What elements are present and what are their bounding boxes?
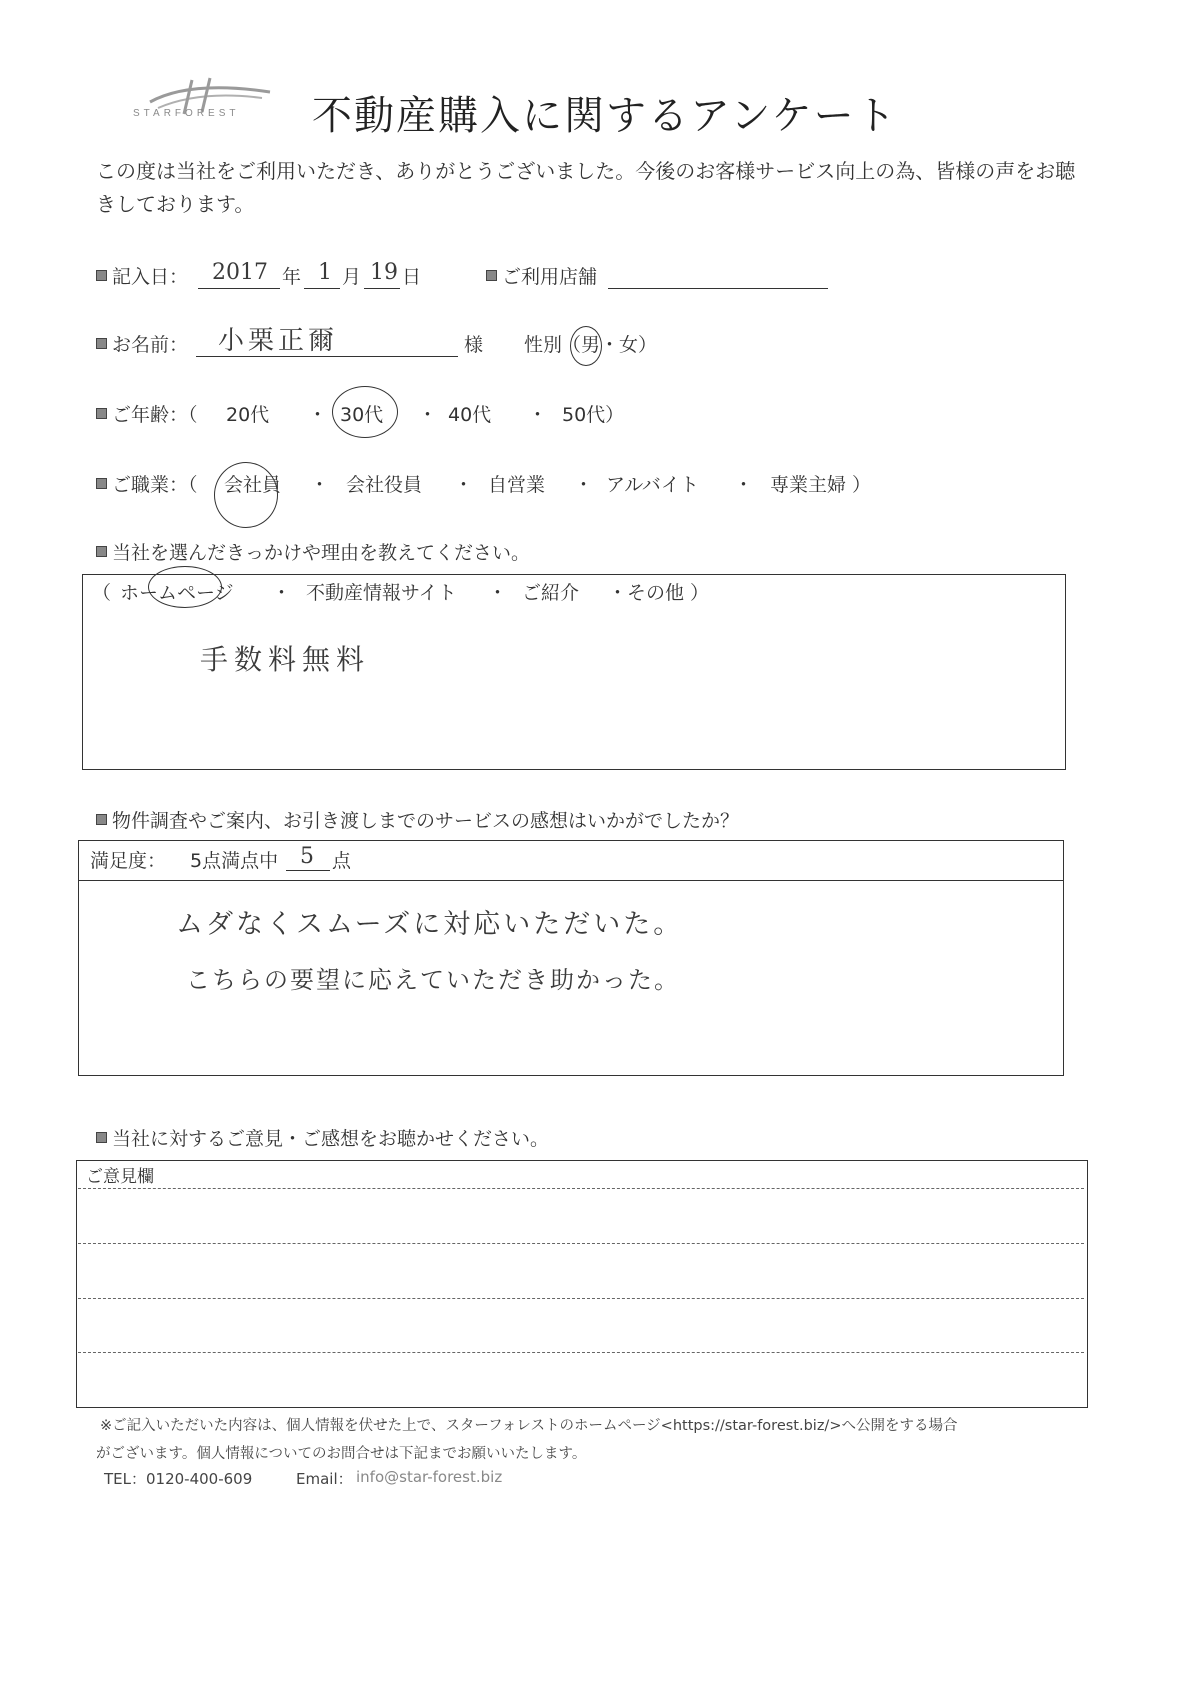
- age-option-30[interactable]: 30代: [340, 404, 384, 426]
- footer-tel: TEL：0120-400-609: [104, 1470, 253, 1488]
- reason-open-paren: （: [92, 582, 112, 604]
- job-option-executive[interactable]: 会社役員: [346, 474, 423, 496]
- store-field[interactable]: [608, 264, 828, 289]
- reason-answer: 手数料無料: [200, 643, 371, 676]
- month-unit: 月: [342, 266, 362, 288]
- age-sep: ・: [528, 404, 548, 426]
- gender-selection-circle: [570, 326, 602, 366]
- opinion-box[interactable]: [76, 1160, 1088, 1408]
- opinion-dashed-line: [78, 1298, 1084, 1299]
- job-sep: ・: [574, 474, 594, 496]
- age-option-50[interactable]: 50代）: [562, 404, 625, 426]
- opinion-dashed-line: [78, 1243, 1084, 1244]
- age-option-20[interactable]: 20代: [226, 404, 270, 426]
- satisfaction-divider: [78, 880, 1064, 881]
- age-sep: ・: [418, 404, 438, 426]
- bullet-square-icon: [96, 408, 107, 419]
- age-label-group: ご年齢：（: [96, 400, 198, 427]
- date-label-group: 記入日：: [96, 262, 188, 289]
- intro-text: この度は当社をご利用いただき、ありがとうございました。今後のお客様サービス向上の為、皆様の声をお聴きしております。: [96, 159, 1076, 216]
- date-month-field[interactable]: 1: [304, 264, 340, 289]
- bullet-square-icon: [96, 478, 107, 489]
- date-year-field[interactable]: 2017: [198, 264, 280, 289]
- gender-group: 性別（男・女）: [524, 334, 658, 356]
- footer-note-1: ※ご記入いただいた内容は、個人情報を伏せた上で、スターフォレストのホームページ<https://star-forest.biz/>へ公開をする場合: [100, 1418, 958, 1434]
- gender-female-option[interactable]: 女）: [619, 334, 658, 356]
- opinion-heading: 当社に対するご意見・ご感想をお聴かせください。: [96, 1124, 549, 1151]
- starforest-logo: [130, 72, 280, 128]
- reason-option-homepage[interactable]: ホームページ: [120, 582, 234, 604]
- job-selection-circle: [214, 462, 278, 528]
- age-sep: ・: [308, 404, 328, 426]
- score-prefix: 5点満点中: [190, 850, 279, 872]
- score-label: 満足度：: [90, 850, 167, 872]
- reason-heading: 当社を選んだきっかけや理由を教えてください。: [96, 538, 530, 565]
- job-sep: ・: [454, 474, 474, 496]
- footer-note-2: がございます。個人情報についてのお問合せは下記までお願いいたします。: [96, 1446, 587, 1462]
- opinion-dashed-line: [78, 1188, 1084, 1189]
- page-title: 不動産購入に関するアンケート: [312, 93, 898, 139]
- year-unit: 年: [282, 266, 302, 288]
- reason-sep: ・: [488, 582, 508, 604]
- reason-selection-circle: [148, 566, 222, 608]
- age-option-40[interactable]: 40代: [448, 404, 492, 426]
- opinion-dashed-line: [78, 1352, 1084, 1353]
- job-label-group: ご職業：（: [96, 470, 198, 497]
- gender-male-option[interactable]: 男: [581, 334, 601, 356]
- reason-option-other[interactable]: ・その他 ）: [608, 582, 710, 604]
- bullet-square-icon: [96, 814, 107, 825]
- name-field[interactable]: 小栗正爾: [196, 328, 458, 357]
- bullet-square-icon: [96, 270, 107, 281]
- name-label-group: お名前：: [96, 330, 188, 357]
- job-option-part-time[interactable]: アルバイト: [606, 474, 699, 496]
- job-option-homemaker[interactable]: 専業主婦 ）: [770, 474, 872, 496]
- job-sep: ・: [310, 474, 330, 496]
- name-suffix: 様: [464, 334, 484, 356]
- reason-sep: ・: [272, 582, 292, 604]
- bullet-square-icon: [96, 546, 107, 557]
- satisfaction-box[interactable]: [78, 840, 1064, 1076]
- bullet-square-icon: [96, 1132, 107, 1143]
- job-option-employee[interactable]: 会社員: [224, 474, 282, 496]
- store-label-group: ご利用店舗: [486, 262, 597, 289]
- footer-email-label: Email：: [296, 1470, 353, 1488]
- bullet-square-icon: [96, 338, 107, 349]
- score-field[interactable]: 5: [286, 846, 330, 871]
- age-selection-circle: [332, 386, 398, 438]
- day-unit: 日: [402, 266, 422, 288]
- bullet-square-icon: [486, 270, 497, 281]
- opinion-box-label: ご意見欄: [86, 1167, 154, 1187]
- date-day-field[interactable]: 19: [364, 264, 400, 289]
- footer-email-link[interactable]: info@star-forest.biz: [356, 1468, 503, 1486]
- reason-option-site[interactable]: 不動産情報サイト: [306, 582, 457, 604]
- satisfaction-heading: 物件調査やご案内、お引き渡しまでのサービスの感想はいかがでしたか？: [96, 806, 739, 833]
- satisfaction-comment-1: ムダなくスムーズに対応いただいた。: [176, 909, 684, 940]
- reason-option-referral[interactable]: ご紹介: [522, 582, 580, 604]
- satisfaction-comment-2: こちらの要望に応えていただき助かった。: [186, 966, 680, 994]
- job-sep: ・: [734, 474, 754, 496]
- score-suffix: 点: [332, 850, 352, 872]
- job-option-self-employed[interactable]: 自営業: [488, 474, 546, 496]
- logo-text: STARFOREST: [133, 108, 240, 119]
